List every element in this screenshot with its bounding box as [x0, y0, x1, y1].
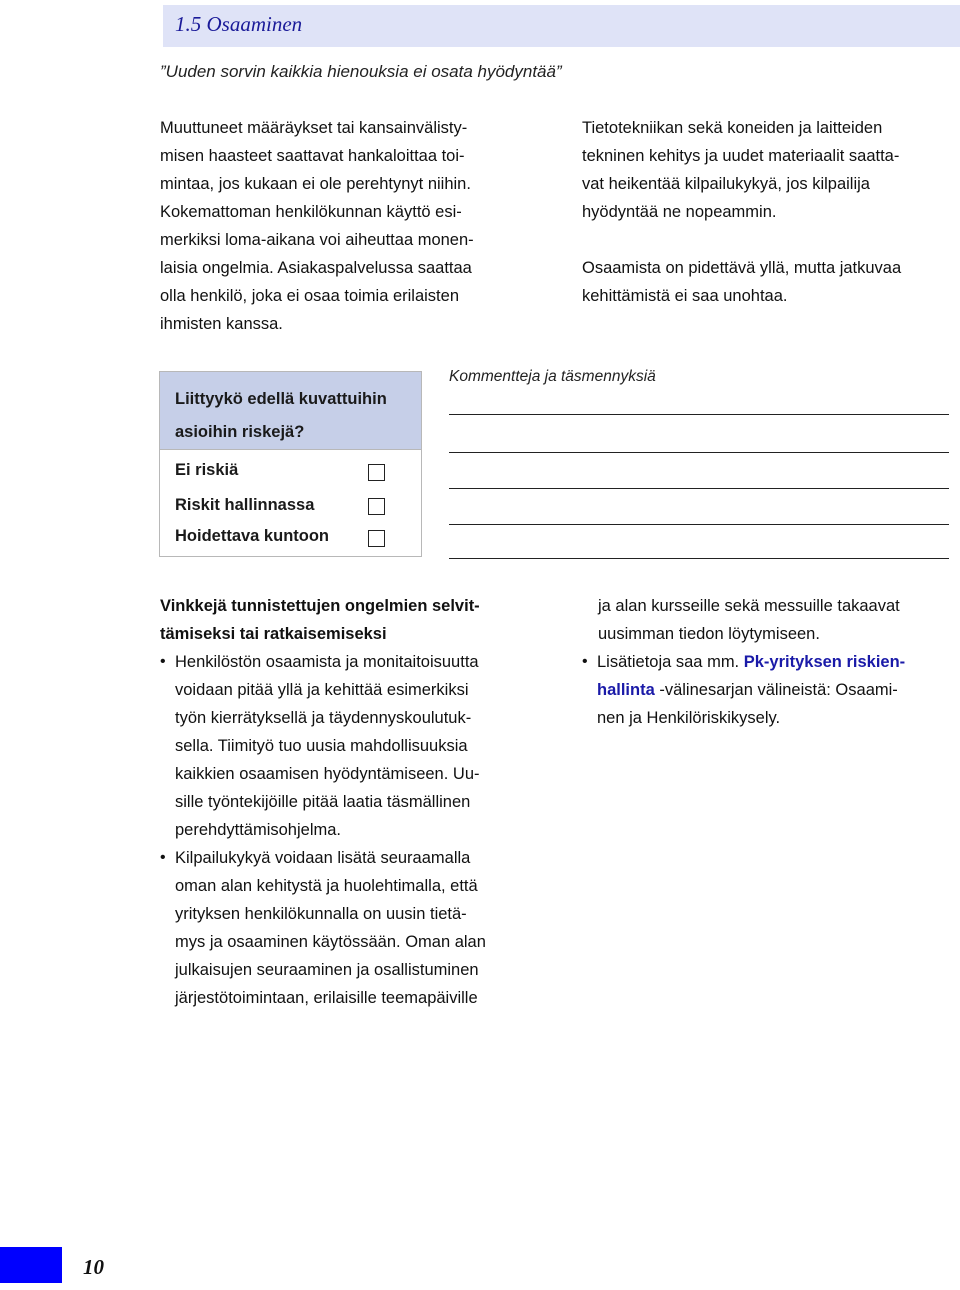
- text-line: laisia ongelmia. Asiakaspalvelussa saattaa: [160, 259, 472, 277]
- text-line: Osaamista on pidettävä yllä, mutta jatkuvaa: [582, 259, 902, 277]
- risk-question-line: Liittyykö edellä kuvattuihin: [175, 390, 387, 408]
- text-line: mintaa, jos kukaan ei ole perehtynyt niihin.: [160, 175, 471, 193]
- risk-assessment-box: [159, 371, 422, 557]
- tips-heading-line: Vinkkejä tunnistettujen ongelmien selvit-: [160, 597, 480, 615]
- tip-bullet-2: [160, 844, 530, 1012]
- option-label-no-risk: Ei riskiä: [175, 461, 239, 479]
- section-quote: ”Uuden sorvin kaikkia hienouksia ei osata hyödyntää”: [160, 62, 562, 81]
- comment-line[interactable]: [449, 452, 949, 453]
- comment-line[interactable]: [449, 558, 949, 559]
- text-line: kaikkien osaamisen hyödyntämiseen. Uu-: [175, 765, 480, 783]
- text-line: oman alan kehitystä ja huolehtimalla, että: [175, 877, 478, 895]
- comment-line[interactable]: [449, 414, 949, 415]
- intro-right-column: [582, 114, 952, 310]
- bullet-icon: •: [160, 849, 166, 866]
- text-line: mys ja osaaminen käytössään. Oman alan: [175, 933, 486, 951]
- text-line: vat heikentää kilpailukykyä, jos kilpailija: [582, 175, 870, 193]
- text-line: perehdyttämisohjelma.: [175, 821, 341, 839]
- checkbox-no-risk[interactable]: [368, 464, 385, 481]
- text-line: Kilpailukykyä voidaan lisätä seuraamalla: [175, 849, 471, 867]
- bullet-icon: •: [160, 653, 166, 670]
- text-fragment: -välinesarjan välineistä: Osaami-: [654, 681, 898, 699]
- riskienhallinta-link[interactable]: hallinta: [597, 681, 655, 699]
- text-line: ja alan kursseille sekä messuille takaavat: [598, 597, 900, 615]
- risk-question-line: asioihin riskejä?: [175, 423, 305, 441]
- text-line: järjestötoimintaan, erilaisille teemapäiville: [175, 989, 478, 1007]
- text-line: Henkilöstön osaamista ja monitaitoisuutta: [175, 653, 479, 671]
- text-line: sille työntekijöille pitää laatia täsmällinen: [175, 793, 471, 811]
- text-line: kehittämistä ei saa unohtaa.: [582, 287, 788, 305]
- text-line: nen ja Henkilöriskikysely.: [597, 709, 781, 727]
- text-line: ihmisten kanssa.: [160, 315, 283, 333]
- risk-question: [175, 383, 415, 449]
- tips-heading: [160, 592, 530, 648]
- text-line: sella. Tiimityö tuo uusia mahdollisuuksia: [175, 737, 468, 755]
- intro-right-paragraph-1: [582, 114, 952, 226]
- text-line: uusimman tiedon löytymiseen.: [598, 625, 820, 643]
- tip-bullet-1: [160, 648, 530, 844]
- checkbox-needs-fixing[interactable]: [368, 530, 385, 547]
- section-title: 1.5 Osaaminen: [175, 12, 303, 36]
- text-line: tekninen kehitys ja uudet materiaalit saatta-: [582, 147, 900, 165]
- comments-label: Kommentteja ja täsmennyksiä: [449, 368, 656, 385]
- text-line: julkaisujen seuraaminen ja osallistuminen: [175, 961, 479, 979]
- text-line: työn kierrätyksellä ja täydennyskoulutuk-: [175, 709, 472, 727]
- text-fragment: Lisätietoja saa mm.: [597, 653, 744, 671]
- text-line: voidaan pitää yllä ja kehittää esimerkiksi: [175, 681, 469, 699]
- checkbox-risks-managed[interactable]: [368, 498, 385, 515]
- tips-right-column: [582, 592, 953, 732]
- intro-left-paragraph: [160, 114, 550, 338]
- comment-line[interactable]: [449, 524, 949, 525]
- tip-bullet-3: [582, 648, 953, 732]
- bullet-icon: •: [582, 653, 588, 670]
- text-line: Muuttuneet määräykset tai kansainvälisty-: [160, 119, 468, 137]
- text-line: hyödyntää ne nopeammin.: [582, 203, 777, 221]
- comment-line[interactable]: [449, 488, 949, 489]
- text-line: misen haasteet saattavat hankaloittaa toi-: [160, 147, 465, 165]
- text-line: merkiksi loma-aikana voi aiheuttaa monen-: [160, 231, 474, 249]
- option-label-risks-managed: Riskit hallinnassa: [175, 496, 315, 514]
- page-accent-block: [0, 1247, 62, 1283]
- text-line: Kokemattoman henkilökunnan käyttö esi-: [160, 203, 462, 221]
- tips-left-column: [160, 592, 530, 1012]
- option-label-needs-fixing: Hoidettava kuntoon: [175, 527, 330, 545]
- intro-right-paragraph-2: [582, 254, 952, 310]
- text-line: Tietotekniikan sekä koneiden ja laitteiden: [582, 119, 883, 137]
- tips-heading-line: tämiseksi tai ratkaisemiseksi: [160, 625, 387, 643]
- text-line: yrityksen henkilökunnalla on uusin tietä-: [175, 905, 467, 923]
- risk-question-header: [160, 372, 421, 450]
- text-line: olla henkilö, joka ei osaa toimia erilaisten: [160, 287, 459, 305]
- page-number: 10: [83, 1255, 104, 1279]
- tip-bullet-2-continued: [598, 592, 953, 648]
- riskienhallinta-link[interactable]: Pk-yrityksen riskien-: [743, 653, 906, 671]
